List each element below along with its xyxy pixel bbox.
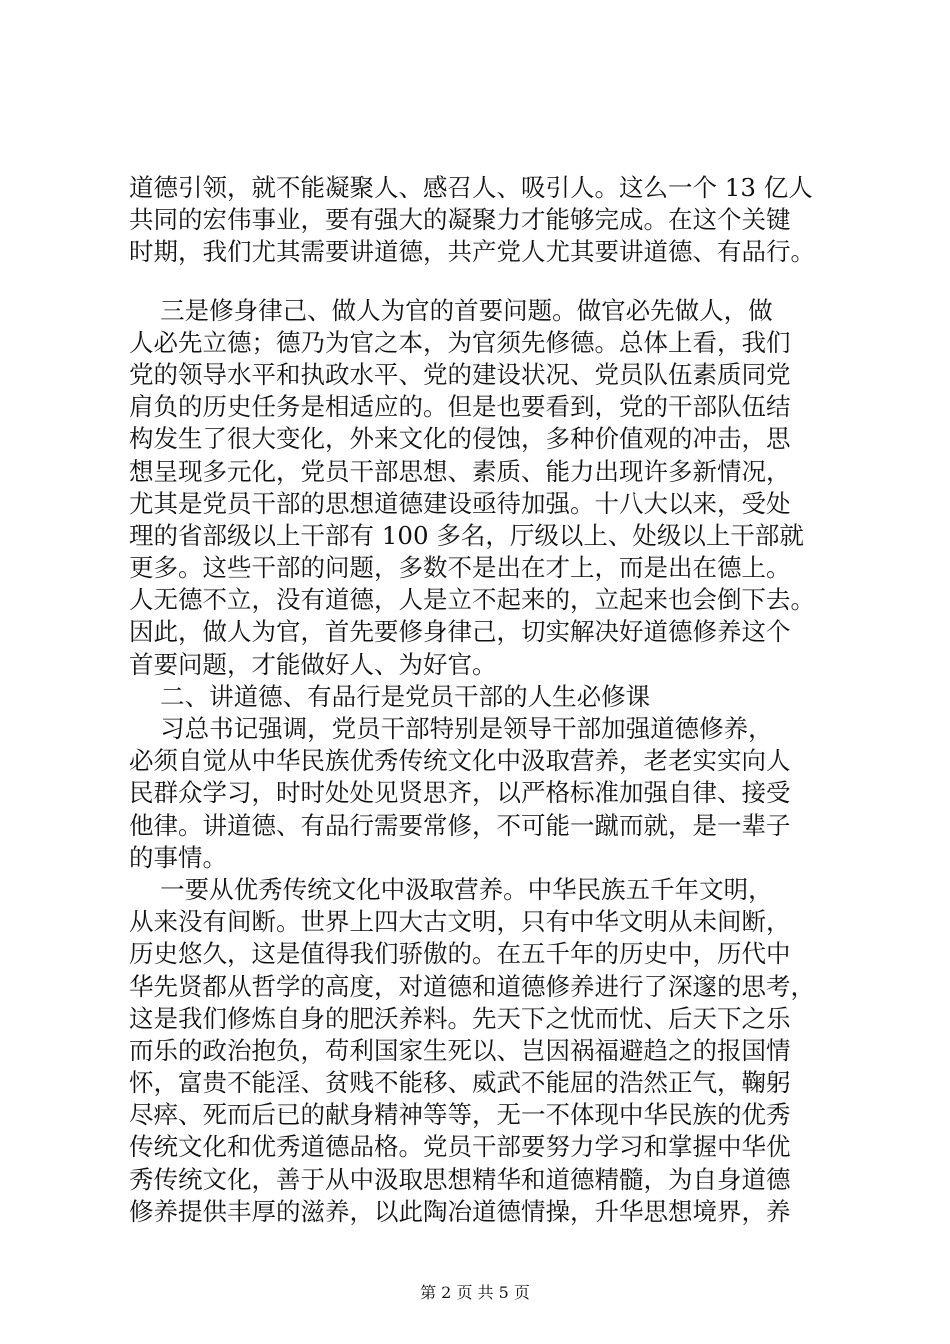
text-line: 华先贤都从哲学的高度，对道德和道德修养进行了深邃的思考， xyxy=(129,971,815,1001)
text-line: 他律。讲道德、有品行需要常修，不可能一蹴而就，是一辈子 xyxy=(129,810,791,840)
text-line: 修养提供丰厚的滋养，以此陶冶道德情操，升华思想境界，养 xyxy=(129,1196,791,1226)
text-line: 历史悠久，这是值得我们骄傲的。在五千年的历史中，历代中 xyxy=(129,939,791,969)
text-line: 想呈现多元化，党员干部思想、素质、能力出现许多新情况， xyxy=(129,456,791,486)
text-line: 共同的宏伟事业，要有强大的凝聚力才能够完成。在这个关键 xyxy=(129,205,791,235)
text-line: 尽瘁、死而后已的献身精神等等，无一不体现中华民族的优秀 xyxy=(129,1100,791,1130)
paragraph-gap xyxy=(129,269,829,295)
text-line: 必须自觉从中华民族优秀传统文化中汲取营养，老老实实向人 xyxy=(129,746,791,776)
text-line: 人无德不立，没有道德，人是立不起来的，立起来也会倒下去。 xyxy=(129,585,815,615)
text-line: 二、讲道德、有品行是党员干部的人生必修课 xyxy=(129,681,651,711)
text-line: 道德引领，就不能凝聚人、感召人、吸引人。这么一个 13 亿人 xyxy=(129,173,813,202)
text-line: 理的省部级以上干部有 100 多名，厅级以上、处级以上干部就 xyxy=(129,520,804,550)
text-line: 构发生了很大变化，外来文化的侵蚀，多种价值观的冲击，思 xyxy=(129,424,791,454)
text-line: 传统文化和优秀道德品格。党员干部要努力学习和掌握中华优 xyxy=(129,1132,791,1162)
text-line: 更多。这些干部的问题，多数不是出在才上，而是出在德上。 xyxy=(129,553,791,583)
text-line: 肩负的历史任务是相适应的。但是也要看到，党的干部队伍结 xyxy=(129,392,791,422)
text-line: 习总书记强调，党员干部特别是领导干部加强道德修养， xyxy=(129,714,773,743)
text-line: 时期，我们尤其需要讲道德，共产党人尤其要讲道德、有品行。 xyxy=(129,237,815,267)
text-line: 因此，做人为官，首先要修身律己，切实解决好道德修养这个 xyxy=(129,617,791,647)
text-line: 人必先立德；德乃为官之本，为官须先修德。总体上看，我们 xyxy=(129,327,791,357)
paragraph-main xyxy=(129,295,829,1228)
text-line: 怀，富贵不能淫、贫贱不能移、威武不能屈的浩然正气，鞠躬 xyxy=(129,1068,791,1098)
text-line: 党的领导水平和执政水平、党的建设状况、党员队伍素质同党 xyxy=(129,359,791,389)
text-line: 这是我们修炼自身的肥沃养料。先天下之忧而忧、后天下之乐 xyxy=(129,1003,791,1033)
text-line: 的事情。 xyxy=(129,842,227,872)
text-line: 首要问题，才能做好人、为好官。 xyxy=(129,649,497,679)
body-text xyxy=(129,172,829,1228)
page-footer: 第 2 页 共 5 页 xyxy=(420,1283,530,1302)
text-line: 秀传统文化，善于从中汲取思想精华和道德精髓，为自身道德 xyxy=(129,1164,791,1194)
text-line: 从来没有间断。世界上四大古文明，只有中华文明从未间断， xyxy=(129,907,791,937)
text-line: 而乐的政治抱负，苟利国家生死以、岂因祸福避趋之的报国情 xyxy=(129,1035,791,1065)
text-line: 一要从优秀传统文化中汲取营养。中华民族五千年文明， xyxy=(129,874,773,904)
text-line: 民群众学习，时时处处见贤思齐，以严格标准加强自律、接受 xyxy=(129,778,791,808)
text-line: 三是修身律己、做人为官的首要问题。做官必先做人，做 xyxy=(129,295,773,325)
paragraph-continuation xyxy=(129,172,829,269)
text-line: 尤其是党员干部的思想道德建设亟待加强。十八大以来，受处 xyxy=(129,488,791,518)
